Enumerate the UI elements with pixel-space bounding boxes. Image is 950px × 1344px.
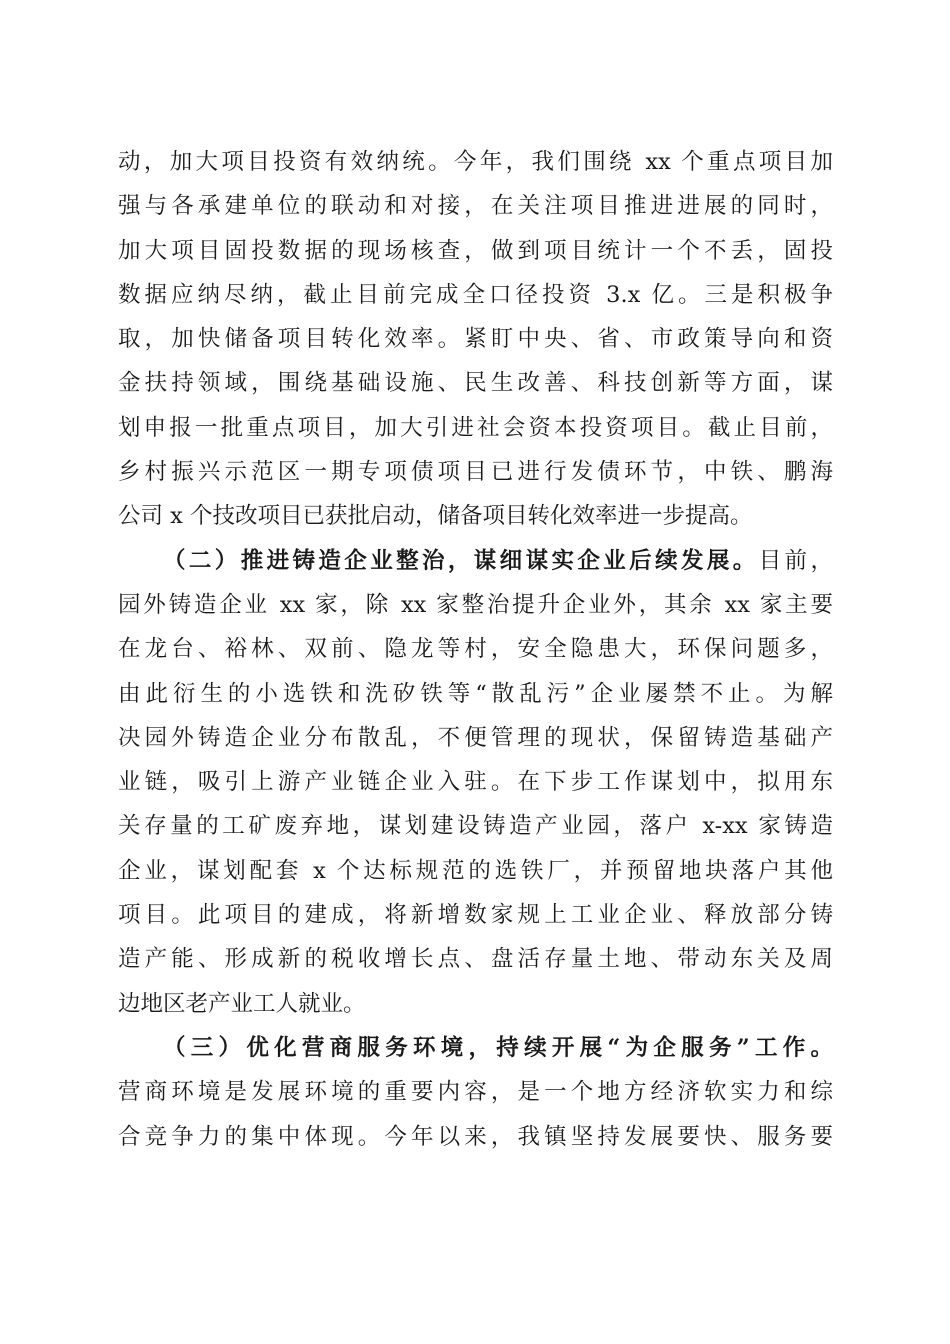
text-line: 乡村振兴示范区一期专项债项目已进行发债环节，中铁、鹏海: [118, 459, 833, 486]
text-line: 强与各承建单位的联动和对接，在关注项目推进进展的同时，: [118, 193, 833, 220]
section-heading: （三）优化营商服务环境，持续开展“为企服务”工作。: [163, 1034, 833, 1061]
text-line: 划申报一批重点项目，加大引进社会资本投资项目。截止目前，: [118, 414, 833, 441]
paragraph-1: [118, 140, 833, 539]
section-heading-line: [118, 1026, 833, 1070]
text-line: 业链，吸引上游产业链企业入驻。在下步工作谋划中，拟用东: [118, 769, 833, 796]
text-line: 金扶持领域，围绕基础设施、民生改善、科技创新等方面，谋: [118, 370, 833, 397]
text-line: 数据应纳尽纳，截止目前完成全口径投资 3.x 亿。三是积极争: [118, 281, 833, 308]
text-line: 决园外铸造企业分布散乱，不便管理的现状，保留铸造基础产: [118, 724, 833, 751]
text-line: 企业，谋划配套 x 个达标规范的选铁厂，并预留地块落户其他: [118, 857, 833, 884]
text-line: 动，加大项目投资有效纳统。今年，我们围绕 xx 个重点项目加: [118, 149, 833, 175]
text-line: 营商环境是发展环境的重要内容，是一个地方经济软实力和综: [118, 1079, 833, 1106]
text-line: 项目。此项目的建成，将新增数家规上工业企业、释放部分铸: [118, 902, 833, 929]
text-line: 关存量的工矿废弃地，谋划建设铸造产业园，落户 x-xx 家铸造: [118, 813, 833, 840]
text-line: 取，加快储备项目转化效率。紧盯中央、省、市政策导向和资: [118, 326, 833, 353]
text-line: 由此衍生的小选铁和洗矽铁等“散乱污”企业屡禁不止。为解: [118, 680, 833, 707]
body-text: [118, 140, 833, 1159]
heading-line-rest: 目前，: [758, 547, 833, 574]
text-line: 边地区老产业工人就业。: [118, 990, 366, 1017]
section-heading-line: [118, 539, 833, 583]
text-line: 在龙台、裕林、双前、隐龙等村，安全隐患大，环保问题多，: [118, 636, 833, 663]
text-line: 造产能、形成新的税收增长点、盘活存量土地、带动东关及周: [118, 946, 833, 973]
text-line: 公司 x 个技改项目已获批启动，储备项目转化效率进一步提高。: [118, 503, 753, 530]
paragraph-3: [118, 1026, 833, 1159]
section-heading: （二）推进铸造企业整治，谋细谋实企业后续发展。: [163, 547, 759, 574]
text-line: 加大项目固投数据的现场核查，做到项目统计一个不丢，固投: [118, 237, 833, 264]
paragraph-2: [118, 539, 833, 1026]
text-line: 合竞争力的集中体现。今年以来，我镇坚持发展要快、服务要: [118, 1123, 833, 1150]
text-line: 园外铸造企业 xx 家，除 xx 家整治提升企业外，其余 xx 家主要: [118, 591, 833, 618]
